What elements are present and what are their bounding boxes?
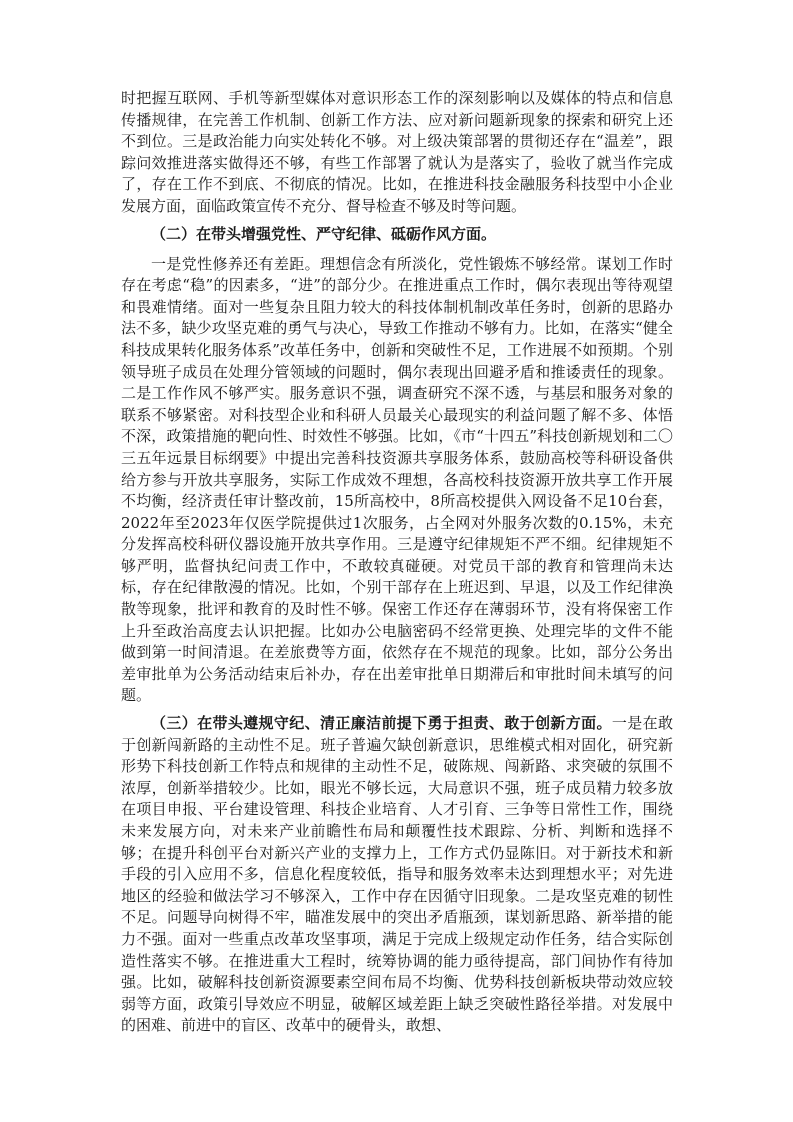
section-heading-3: （三）在带头遵规守纪、清正廉洁前提下勇于担责、敢于创新方面。: [151, 714, 612, 733]
paragraph-3: [121, 713, 673, 1037]
section-heading-2: （二）在带头增强党性、严守纪律、砥砺作风方面。: [151, 224, 497, 243]
document-page: [121, 88, 673, 1037]
paragraph-1: 时把握互联网、手机等新型媒体对意识形态工作的深刻影响以及媒体的特点和信息传播规律，在完善工作机制、创新工作方法、应对新问题新现象的探索和研究上还不到位。三是政治能力向实处转化不够。对上级决策部署的贯彻还存在“温差”，跟踪问效推进落实做得还不够，有些工作部署了就认为是落实了，验收了就当作完成了，存在工作不到底、不彻底的情况。比如，在推进科技金融服务科技型中小企业发展方面，面临政策宣传不充分、督导检查不够及时等问题。: [121, 89, 673, 215]
paragraph-3-body: 一是在敢于创新闯新路的主动性不足。班子普遍欠缺创新意识，思维模式相对固化，研究新形势下科技创新工作特点和规律的主动性不足，破陈规、闯新路、求突破的氛围不浓厚，创新举措较少。比如，眼光不够长远，大局意识不强，班子成员精力较多放在项目申报、平台建设管理、科技企业培育、人才引育、三争等日常性工作，围绕未来发展方向，对未来产业前瞻性布局和颠覆性技术跟踪、分析、判断和选择不够；在提升科创平台对新兴产业的支撑力上，工作方式仍显陈旧。对于新技术和新手段的引入应用不多，信息化程度较低，指导和服务效率未达到理想水平；对先进地区的经验和做法学习不够深入，工作中存在因循守旧现象。二是攻坚克难的韧性不足。问题导向树得不牢，瞄准发展中的突出矛盾瓶颈，谋划新思路、新举措的能力不强。面对一些重点改革攻坚事项，满足于完成上级规定动作任务，结合实际创造性落实不够。在推进重大工程时，统筹协调的能力亟待提高，部门间协作有待加强。比如，破解科技创新资源要素空间布局不均衡、优势科技创新板块带动效应较弱等方面，政策引导效应不明显，破解区域差距上缺乏突破性路径举措。对发展中的困难、前进中的盲区、改革中的硬骨头，敢想、: [121, 714, 673, 1035]
paragraph-2: 一是党性修养还有差距。理想信念有所淡化，党性锻炼不够经常。谋划工作时存在考虑“稳”的因素多，“进”的部分少。在推进重点工作时，偶尔表现出等待观望和畏难情绪。面对一些复杂且阻力较大的科技体制机制改革任务时，创新的思路办法不多，缺少攻坚克难的勇气与决心，导致工作推动不够有力。比如，在落实“健全科技成果转化服务体系”改革任务中，创新和突破性不足，工作进展不如预期。个别领导班子成员在处理分管领域的问题时，偶尔表现出回避矛盾和推诿责任的现象。二是工作作风不够严实。服务意识不强，调查研究不深不透，与基层和服务对象的联系不够紧密。对科技型企业和科研人员最关心最现实的利益问题了解不多、体悟不深，政策措施的靶向性、时效性不够强。比如，《市“十四五”科技创新规划和二〇三五年远景目标纲要》中提出完善科技资源共享服务体系，鼓励高校等科研设备供给方参与开放共享服务，实际工作成效不理想，各高校科技资源开放共享工作开展不均衡，经济责任审计整改前，15所高校中，8所高校提供入网设备不足10台套，2022年至2023年仅医学院提供过1次服务，占全网对外服务次数的0.15%，未充分发挥高校科研仪器设施开放共享作用。三是遵守纪律规矩不严不细。纪律规矩不够严明，监督执纪问责工作中，不敢较真碰硬。对党员干部的教育和管理尚未达标，存在纪律散漫的情况。比如，个别干部存在上班迟到、早退，以及工作纪律涣散等现象，批评和教育的及时性不够。保密工作还存在薄弱环节，没有将保密工作上升至政治高度去认识把握。比如办公电脑密码不经常更换、处理完毕的文件不能做到第一时间清退。在差旅费等方面，依然存在不规范的现象。比如，部分公务出差审批单为公务活动结束后补办，存在出差审批单日期滞后和审批时间未填写的问题。: [121, 254, 673, 705]
